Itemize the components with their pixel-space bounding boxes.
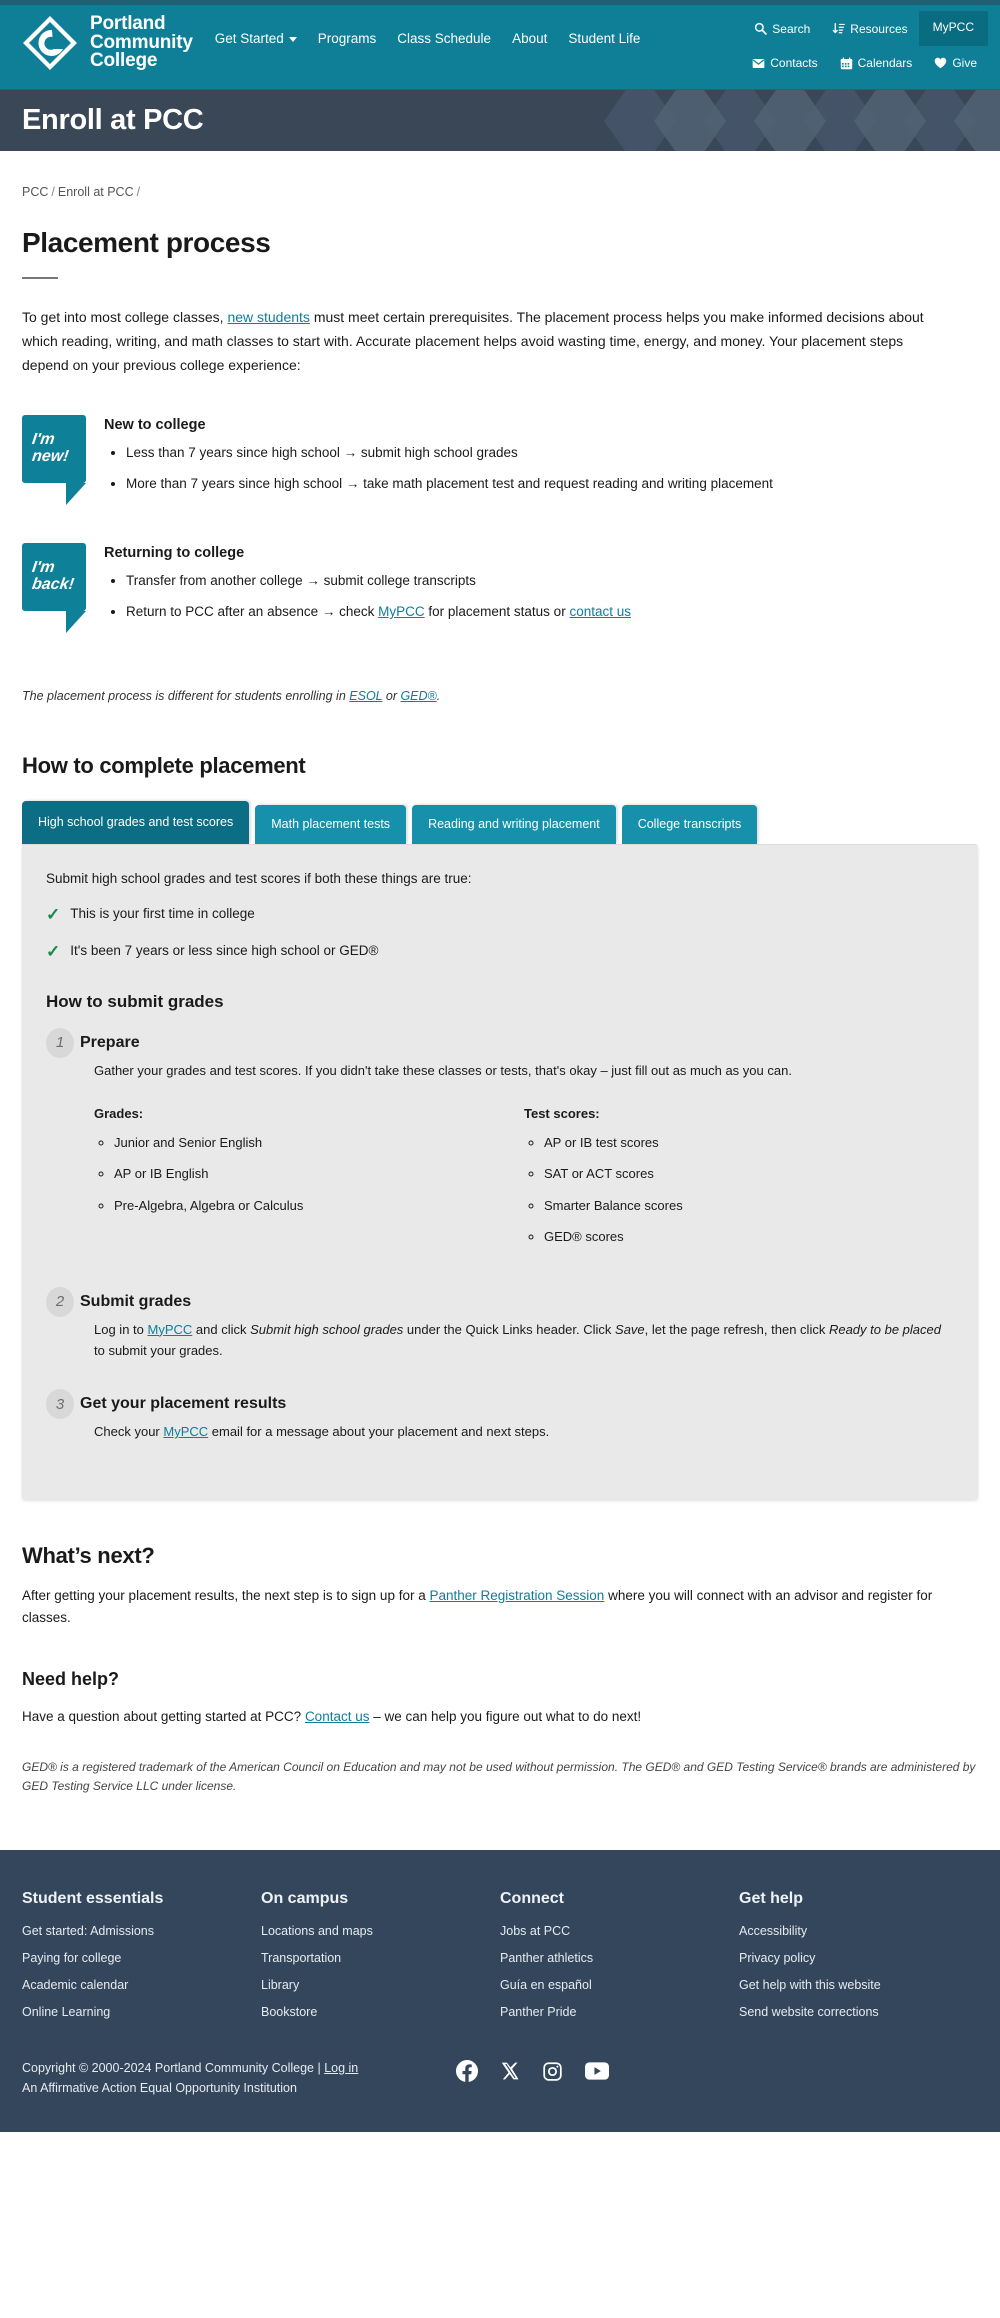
nav-label: About [512,31,548,46]
social-links [456,2058,609,2082]
copyright-text: Copyright © 2000-2024 Portland Community College | [22,2061,325,2076]
tab-college-transcripts[interactable]: College transcripts [622,805,758,844]
footer-link-columns [22,1890,978,2032]
bubble-line-2: new! [30,448,70,466]
footer-column-heading: Get help [739,1890,804,1908]
list-item: ◦ AP or IB test scores [544,1133,954,1153]
utility-resources-link[interactable] [821,16,918,42]
brand-line-1: Portland [90,13,166,35]
footer-link[interactable]: Transportation [261,1951,342,1966]
callout-body-new [104,415,978,505]
check-icon: ✓ [46,904,61,924]
test-scores-column [524,1106,954,1259]
new-students-link[interactable]: new students [227,309,310,325]
step-2-submit-grades [46,1289,954,1362]
utility-contacts-link[interactable] [741,50,828,76]
utility-label: Calendars [857,56,913,70]
mypcc-link[interactable]: MyPCC [163,1424,209,1440]
site-footer [0,1850,1000,2132]
utility-label: Search [772,21,811,36]
whats-next-paragraph [22,1585,937,1629]
footer-bottom [22,2032,978,2132]
wn-b: where you will connect with an advisor and register for classes. [22,1588,933,1625]
step-number-badge: 2 [46,1287,74,1317]
contact-us-link[interactable]: contact us [569,604,631,619]
brand-line-3: College [90,50,158,72]
check-icon: ✓ [46,941,61,961]
ged-link[interactable]: GED® [400,688,437,703]
prepare-columns [80,1106,954,1259]
breadcrumb [22,151,978,199]
step-number-badge: 3 [46,1389,74,1419]
s2-e: to submit your grades. [94,1342,223,1358]
grades-list [94,1133,524,1216]
breadcrumb-separator: / [51,185,55,199]
utility-label: Give [952,56,977,70]
placement-tabpanel [22,844,978,1499]
callout-list-returning [104,571,978,623]
whats-next-heading: What’s next? [22,1543,155,1569]
step-title: Prepare [80,1033,140,1051]
s2-c: under the Quick Links header. Click [403,1321,616,1337]
footer-column-heading: Connect [500,1890,564,1908]
main-content [0,151,1000,1796]
footer-link[interactable]: Get help with this website [739,1978,881,1993]
li-text-a: Return to PCC after an absence → check [126,604,379,619]
footer-link[interactable]: Get started: Admissions [22,1924,155,1939]
copyright-line-2: An Affirmative Action Equal Opportunity Institution [22,2081,297,2096]
copyright-block [22,2058,358,2098]
step-title: Submit grades [80,1292,192,1310]
title-rule [22,277,58,279]
chevron-down-icon [289,37,297,42]
contact-us-link[interactable]: Contact us [304,1708,370,1724]
placement-tablist [22,801,978,844]
note-text-b: or [382,688,401,703]
nav-label: Get Started [214,31,284,46]
utility-mypcc-button[interactable] [919,11,988,46]
ged-disclaimer: GED® is a registered trademark of the American Council on Education and may not be used without permission. The GED® and GED Testing Service® brands are administered by GED Testing Service LLC under license. [22,1759,976,1793]
speech-bubble-box [22,415,86,483]
heart-icon [934,57,947,70]
x-twitter-icon[interactable] [500,2061,520,2081]
nav-item-student-life[interactable] [568,31,640,46]
instagram-icon[interactable] [542,2061,563,2082]
s2-em3: Ready to be placed [828,1321,941,1337]
step-1-prepare [46,1030,954,1259]
nav-label: Class Schedule [397,31,492,46]
step-3-get-results [46,1391,954,1443]
requirement-text: This is your first time in college [70,905,255,921]
requirement-text: It's been 7 years or less since high school or GED® [70,942,379,958]
step-description [80,1422,954,1443]
footer-column-student-essentials [22,1890,261,2032]
speech-bubble-tail [66,611,86,633]
utility-label: Contacts [770,56,818,70]
banner-diamond-pattern [580,90,1000,151]
wn-a: After getting your placement results, the next step is to sign up for a [22,1588,430,1604]
panther-registration-session-link[interactable]: Panther Registration Session [429,1588,605,1604]
envelope-icon [752,57,765,70]
site-header [0,5,1000,89]
mypcc-link[interactable]: MyPCC [378,604,425,619]
speech-bubble-box [22,543,86,611]
how-to-complete-placement-heading: How to complete placement [22,752,306,778]
search-icon [754,22,767,35]
calendar-icon [840,57,853,70]
list-item: ◦ AP or IB English [114,1164,524,1184]
callout-heading-returning: Returning to college [104,545,245,562]
nav-label: Student Life [568,31,641,46]
footer-link[interactable]: Send website corrections [739,2005,879,2020]
note-text-a: The placement process is different for students enrolling in [22,688,350,703]
breadcrumb-item-enroll[interactable]: Enroll at PCC [57,185,134,199]
brand-wordmark [90,15,193,71]
speech-bubble-icon-back [22,543,86,611]
utility-search-link[interactable] [743,16,821,42]
footer-link[interactable]: Library [261,1978,300,1993]
nav-item-about[interactable] [512,31,547,46]
page-title: Placement process [22,227,271,258]
callout-returning-to-college [22,543,978,633]
list-item [126,602,978,623]
list-item: ◦ GED® scores [544,1227,954,1247]
speech-bubble-icon-new [22,415,86,483]
nh-b: – we can help you figure out what to do next! [369,1708,642,1724]
grades-column [94,1106,524,1259]
grades-heading: Grades: [94,1105,144,1121]
utility-row-primary [743,11,988,46]
list-item: • Less than 7 years since high school → submit high school grades [126,443,978,464]
bubble-line-1: I'm [30,559,56,577]
tab-math-placement-tests[interactable]: Math placement tests [255,805,406,844]
test-scores-heading: Test scores: [524,1105,600,1121]
need-help-heading: Need help? [22,1668,120,1689]
list-item: ◦ Pre-Algebra, Algebra or Calculus [114,1196,524,1216]
utility-row-secondary [741,50,988,76]
footer-column-heading: Student essentials [22,1890,164,1908]
footer-link[interactable]: Panther athletics [500,1951,594,1966]
footer-column-get-help [739,1890,978,2032]
bubble-line-2: back! [30,576,76,594]
footer-link[interactable]: Jobs at PCC [500,1924,571,1939]
list-item: ◦ Smarter Balance scores [544,1196,954,1216]
callout-heading-new: New to college [104,417,206,434]
sort-icon [832,22,845,35]
page-banner [0,89,1000,151]
nav-item-programs[interactable] [318,31,377,46]
footer-column-on-campus [261,1890,500,2032]
utility-give-link[interactable] [923,50,988,76]
utility-calendars-link[interactable] [829,50,924,76]
callout-new-to-college [22,415,978,505]
mypcc-link[interactable]: MyPCC [147,1321,193,1337]
footer-link[interactable]: Guía en español [500,1978,592,1993]
utility-navigation [741,11,988,76]
facebook-icon[interactable] [456,2060,478,2082]
s3-a: Check your [94,1424,164,1440]
list-item: ◦ SAT or ACT scores [544,1164,954,1184]
s2-a: Log in to [94,1321,148,1337]
callout-body-returning [104,543,978,633]
test-scores-list [524,1133,954,1247]
nh-a: Have a question about getting started at PCC? [22,1708,305,1724]
breadcrumb-item-pcc[interactable]: PCC [22,185,49,199]
callout-list-new [104,443,978,495]
primary-navigation [215,5,641,46]
footer-link[interactable]: Bookstore [261,2005,318,2020]
panel-lead-text: Submit high school grades and test scores if both these things are true: [46,870,472,886]
requirement-row-1 [46,906,954,923]
footer-column-heading: On campus [261,1890,349,1908]
nav-label: Programs [317,31,377,46]
footer-link[interactable]: Privacy policy [739,1951,816,1966]
brand-line-2: Community [90,31,193,53]
s3-b: email for a message about your placement and next steps. [208,1424,550,1440]
footer-link[interactable]: Locations and maps [261,1924,373,1939]
list-item: • Transfer from another college → submit college transcripts [126,571,978,592]
step-description: Gather your grades and test scores. If you didn't take these classes or tests, that's okay – just fill out as much as you can. [94,1062,792,1078]
requirement-row-2 [46,943,954,960]
footer-link[interactable]: Online Learning [22,2005,111,2020]
bubble-line-1: I'm [30,431,56,449]
intro-paragraph [22,305,937,377]
s2-em1: Submit high school grades [250,1321,404,1337]
tab-reading-and-writing-placement[interactable]: Reading and writing placement [412,805,616,844]
nav-item-class-schedule[interactable] [397,31,491,46]
intro-text-b: must meet certain prerequisites. The placement process helps you make informed decisions about which reading, writing, and math classes to start with. Accurate placement helps avoid wasting time, energy, and money. Your placement steps depend on your previous college experience: [22,309,924,374]
step-number-badge: 1 [46,1028,74,1058]
step-description [80,1320,954,1362]
copyright-line-1 [22,2058,358,2078]
intro-text-a: To get into most college classes, [22,309,228,325]
esol-link[interactable]: ESOL [349,688,383,703]
site-logo[interactable] [0,5,193,71]
need-help-paragraph [22,1706,937,1728]
footer-link[interactable]: Paying for college [22,1951,122,1966]
nav-item-get-started[interactable] [215,31,297,46]
footer-link[interactable]: Academic calendar [22,1978,129,1993]
utility-label: Resources [850,21,908,36]
placement-note [22,689,978,703]
breadcrumb-separator-2: / [136,185,141,199]
page-banner-title: Enroll at PCC [22,104,204,136]
tab-high-school-grades[interactable]: High school grades and test scores [22,801,249,844]
utility-label: MyPCC [932,20,974,34]
footer-column-connect [500,1890,739,2032]
s2-d: , let the page refresh, then click [644,1321,829,1337]
note-text-c: . [436,688,441,703]
s2-em2: Save [615,1321,645,1337]
list-item: • More than 7 years since high school → take math placement test and request reading and writing placement [126,474,978,495]
footer-link[interactable]: Panther Pride [500,2005,577,2020]
footer-link[interactable]: Accessibility [739,1924,808,1939]
speech-bubble-tail [66,483,86,505]
list-item: ◦ Junior and Senior English [114,1133,524,1153]
li-text-b: for placement status or [424,604,570,619]
login-link[interactable]: Log in [324,2061,359,2076]
pcc-diamond-logo-icon [22,15,78,71]
s2-b: and click [192,1321,251,1337]
how-to-submit-grades-heading: How to submit grades [46,991,224,1011]
youtube-icon[interactable] [585,2061,609,2081]
step-title: Get your placement results [80,1395,287,1413]
